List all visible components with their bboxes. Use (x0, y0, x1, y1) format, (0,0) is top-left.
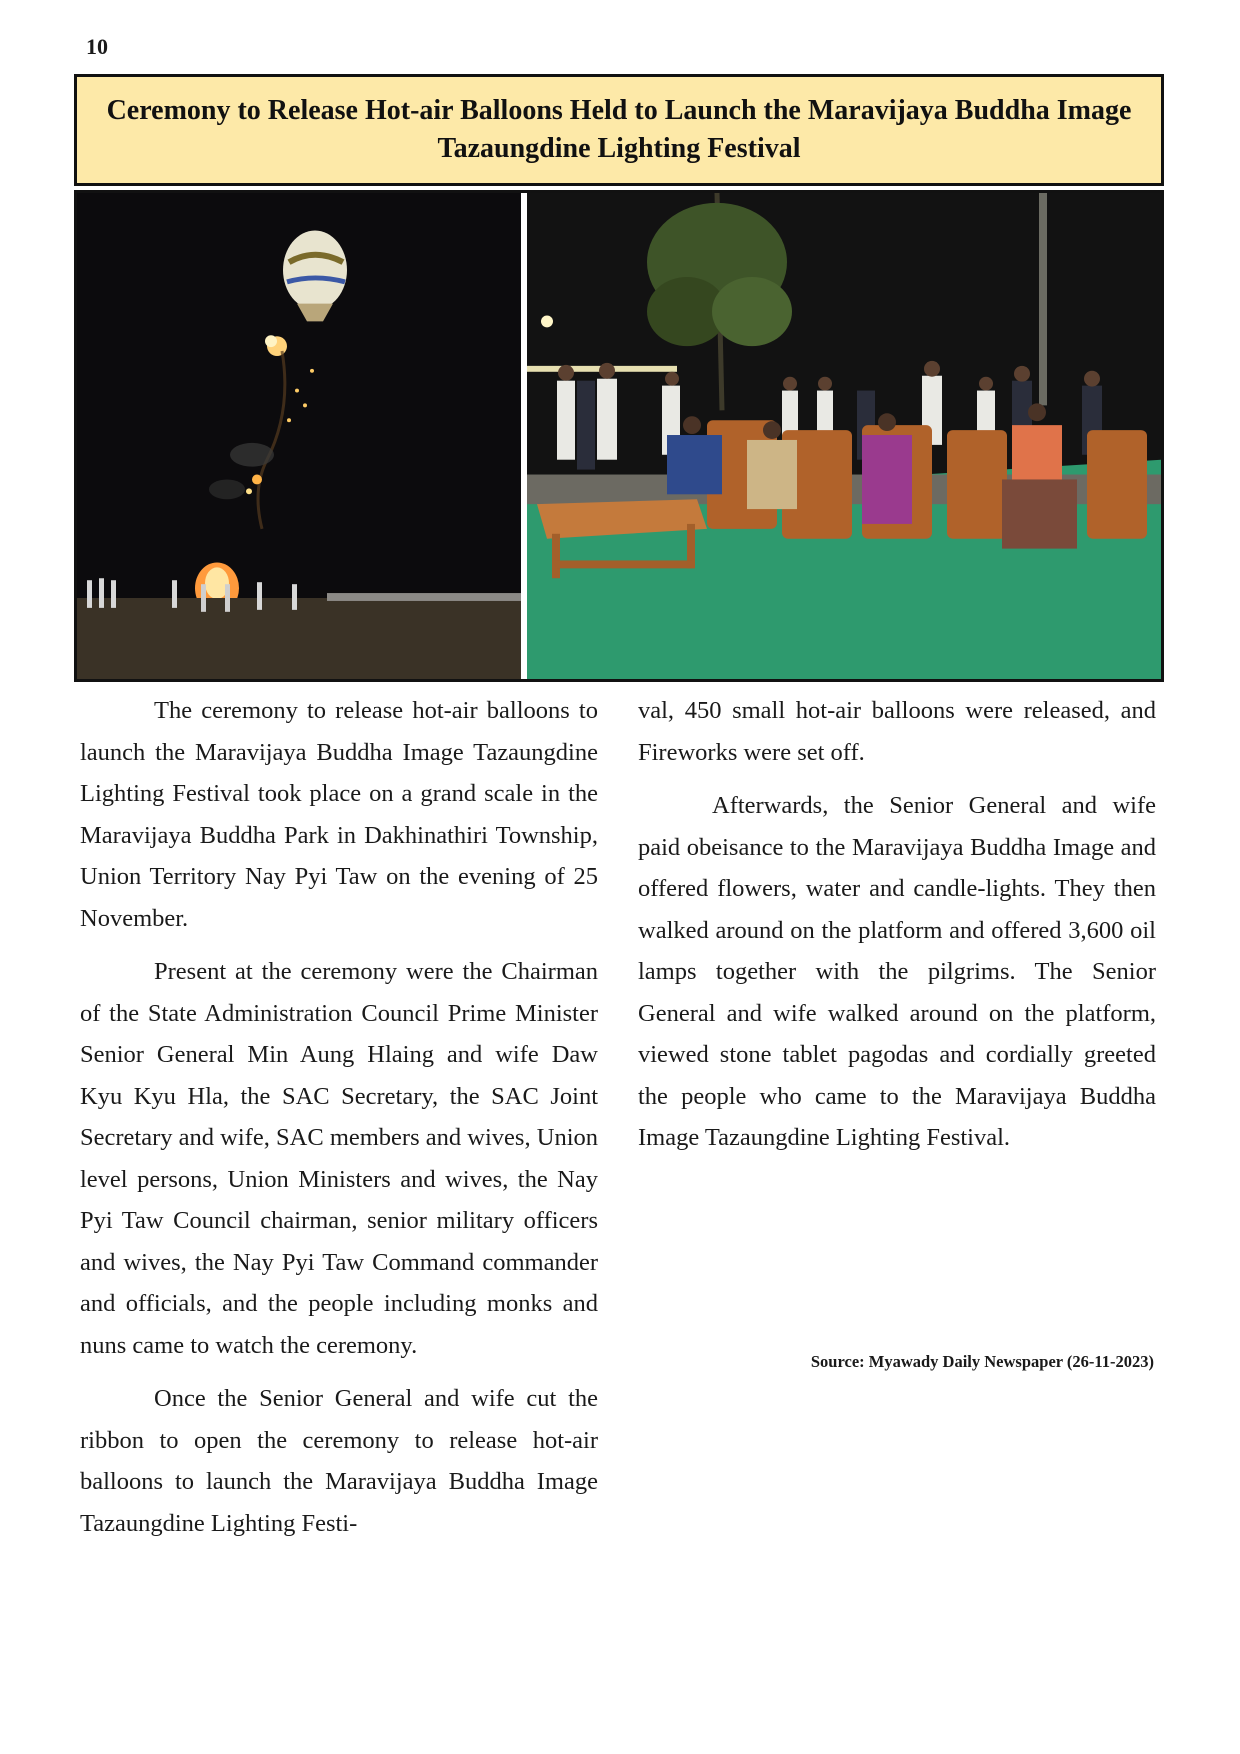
article-title: Ceremony to Release Hot-air Balloons Held to Launch the Maravijaya Buddha Image Tazaungdine Lighting Festival (106, 95, 1132, 164)
paragraph-1: The ceremony to release hot-air balloons to launch the Maravijaya Buddha Image Tazaungdine Lighting Festival took place on a grand scale in the Maravijaya Buddha Park in Dakhinathiri Township, Union Territory Nay Pyi Taw on the evening of 25 November. (80, 697, 598, 932)
article-left-column (80, 690, 598, 1556)
paragraph-3-continued: val, 450 small hot-air balloons were released, and Fireworks were set off. (638, 697, 1156, 766)
paragraph-3: Once the Senior General and wife cut the ribbon to open the ceremony to release hot-air balloons to launch the Maravijaya Buddha Image Tazaungdine Lighting Festi- (80, 1385, 598, 1537)
article-right-column (638, 690, 1156, 1171)
page-number: 10 (86, 34, 108, 59)
balloon-release-photo (77, 193, 521, 679)
audience-photo (527, 193, 1161, 679)
article-title-box (74, 74, 1164, 186)
paragraph-4: Afterwards, the Senior General and wife paid obeisance to the Maravijaya Buddha Image and offered flowers, water and candle-lights. They then walked around on the platform and offered 3,600 oil lamps together with the pilgrims. The Senior General and wife walked around on the platform, viewed stone tablet pagodas and cordially greeted the people who came to the Maravijaya Buddha Image Tazaungdine Lighting Festival. (638, 792, 1156, 1151)
photo-strip (74, 190, 1164, 682)
source-credit: Source: Myawady Daily Newspaper (26-11-2023) (810, 1352, 1154, 1371)
paragraph-2: Present at the ceremony were the Chairman of the State Administration Council Prime Minister Senior General Min Aung Hlaing and wife Daw Kyu Kyu Hla, the SAC Secretary, the SAC Joint Secretary and wife, SAC members and wives, Union level persons, Union Ministers and wives, the Nay Pyi Taw Council chairman, senior military officers and wives, the Nay Pyi Taw Command commander and officials, and the people including monks and nuns came to watch the ceremony. (80, 958, 598, 1359)
